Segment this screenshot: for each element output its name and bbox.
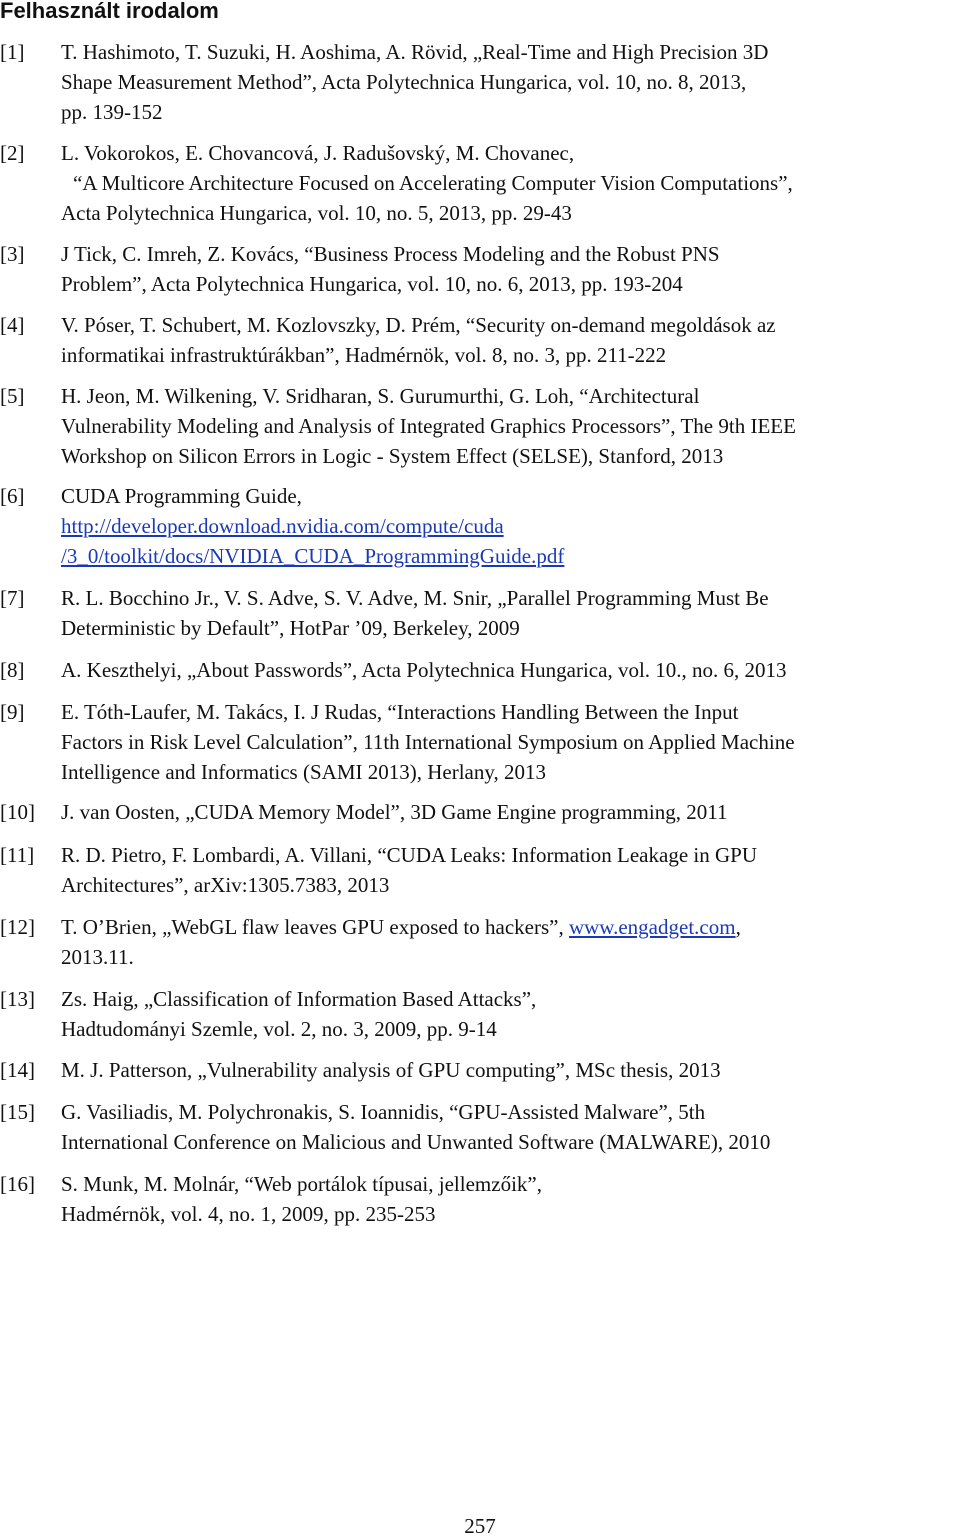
reference-number: [6] xyxy=(0,484,25,508)
engadget-link[interactable]: www.engadget.com xyxy=(568,915,736,939)
reference-number: [16] xyxy=(0,1172,35,1196)
reference-text xyxy=(61,798,960,828)
reference-line: M. J. Patterson, „Vulnerability analysis of GPU computing”, MSc thesis, 2013 xyxy=(61,1058,721,1082)
cuda-guide-link[interactable]: /3_0/toolkit/docs/NVIDIA_CUDA_ProgrammingGuide.pdf xyxy=(61,543,565,568)
reference-line: Hadmérnök, vol. 4, no. 1, 2009, pp. 235-253 xyxy=(61,1201,436,1226)
reference-text xyxy=(61,139,960,228)
reference-number: [9] xyxy=(0,700,25,724)
reference-line: H. Jeon, M. Wilkening, V. Sridharan, S. Gurumurthi, G. Loh, “Architectural xyxy=(61,384,700,408)
reference-line: Deterministic by Default”, HotPar ’09, Berkeley, 2009 xyxy=(61,615,520,640)
reference-line: Acta Polytechnica Hungarica, vol. 10, no. 5, 2013, pp. 29-43 xyxy=(61,200,572,225)
reference-line: S. Munk, M. Molnár, “Web portálok típusai, jellemzőik”, xyxy=(61,1172,542,1196)
reference-line: 2013.11. xyxy=(61,944,134,969)
reference-text xyxy=(61,656,960,686)
reference-number: [2] xyxy=(0,141,25,165)
reference-text xyxy=(61,240,960,300)
reference-line: Architectures”, arXiv:1305.7383, 2013 xyxy=(61,872,390,897)
reference-line: informatikai infrastruktúrákban”, Hadmérnök, vol. 8, no. 3, pp. 211-222 xyxy=(61,342,667,367)
reference-line: E. Tóth-Laufer, M. Takács, I. J Rudas, “Interactions Handling Between the Input xyxy=(61,700,739,724)
section-heading: Felhasznált irodalom xyxy=(0,0,219,23)
cuda-guide-link[interactable]: http://developer.download.nvidia.com/compute/cuda xyxy=(61,513,504,538)
reference-line: Hadtudományi Szemle, vol. 2, no. 3, 2009, pp. 9-14 xyxy=(61,1016,497,1041)
reference-number: [14] xyxy=(0,1058,35,1082)
reference-line: Shape Measurement Method”, Acta Polytechnica Hungarica, vol. 10, no. 8, 2013, xyxy=(61,69,747,94)
reference-number: [15] xyxy=(0,1100,35,1124)
reference-line: International Conference on Malicious and Unwanted Software (MALWARE), 2010 xyxy=(61,1129,771,1154)
reference-number: [8] xyxy=(0,658,25,682)
reference-line: Zs. Haig, „Classification of Information Based Attacks”, xyxy=(61,987,537,1011)
reference-line xyxy=(61,913,960,943)
page-number: 257 xyxy=(464,1514,496,1538)
reference-line: pp. 139-152 xyxy=(61,99,163,124)
reference-number: [7] xyxy=(0,586,25,610)
reference-text xyxy=(61,584,960,644)
reference-line: G. Vasiliadis, M. Polychronakis, S. Ioannidis, “GPU-Assisted Malware”, 5th xyxy=(61,1100,706,1124)
reference-number: [3] xyxy=(0,242,25,266)
reference-line: CUDA Programming Guide, xyxy=(61,484,302,508)
reference-line: Workshop on Silicon Errors in Logic - System Effect (SELSE), Stanford, 2013 xyxy=(61,443,724,468)
reference-number: [1] xyxy=(0,40,25,64)
reference-line: “A Multicore Architecture Focused on Accelerating Computer Vision Computations”, xyxy=(73,170,793,195)
reference-number: [13] xyxy=(0,987,35,1011)
reference-number: [12] xyxy=(0,915,35,939)
reference-line: A. Keszthelyi, „About Passwords”, Acta Polytechnica Hungarica, vol. 10., no. 6, 2013 xyxy=(61,658,787,682)
reference-text xyxy=(61,311,960,371)
reference-number: [10] xyxy=(0,800,35,824)
reference-number: [4] xyxy=(0,313,25,337)
reference-line: L. Vokorokos, E. Chovancová, J. Radušovský, M. Chovanec, xyxy=(61,141,575,165)
reference-line: R. D. Pietro, F. Lombardi, A. Villani, “CUDA Leaks: Information Leakage in GPU xyxy=(61,843,757,867)
reference-line: Vulnerability Modeling and Analysis of Integrated Graphics Processors”, The 9th IEEE xyxy=(61,413,796,438)
reference-number: [11] xyxy=(0,843,35,867)
reference-line: T. Hashimoto, T. Suzuki, H. Aoshima, A. Rövid, „Real-Time and High Precision 3D xyxy=(61,40,769,64)
reference-text xyxy=(61,382,960,471)
reference-line-text: T. O’Brien, „WebGL flaw leaves GPU exposed to hackers”, xyxy=(61,915,569,939)
reference-line: Intelligence and Informatics (SAMI 2013), Herlany, 2013 xyxy=(61,759,546,784)
reference-line: V. Póser, T. Schubert, M. Kozlovszky, D. Prém, “Security on-demand megoldások az xyxy=(61,313,776,337)
reference-text xyxy=(61,38,960,127)
reference-text xyxy=(61,985,960,1045)
reference-text xyxy=(61,1056,960,1086)
reference-number: [5] xyxy=(0,384,25,408)
reference-line: J Tick, C. Imreh, Z. Kovács, “Business Process Modeling and the Robust PNS xyxy=(61,242,720,266)
reference-text xyxy=(61,913,960,973)
reference-text xyxy=(61,841,960,901)
reference-text xyxy=(61,482,960,571)
reference-line: Problem”, Acta Polytechnica Hungarica, vol. 10, no. 6, 2013, pp. 193-204 xyxy=(61,271,683,296)
reference-text xyxy=(61,1098,960,1158)
link-suffix: , xyxy=(735,915,741,939)
reference-line: R. L. Bocchino Jr., V. S. Adve, S. V. Adve, M. Snir, „Parallel Programming Must Be xyxy=(61,586,769,610)
reference-line: Factors in Risk Level Calculation”, 11th International Symposium on Applied Machine xyxy=(61,729,795,754)
reference-line: J. van Oosten, „CUDA Memory Model”, 3D Game Engine programming, 2011 xyxy=(61,800,728,824)
reference-text xyxy=(61,1170,960,1230)
reference-text xyxy=(61,698,960,787)
